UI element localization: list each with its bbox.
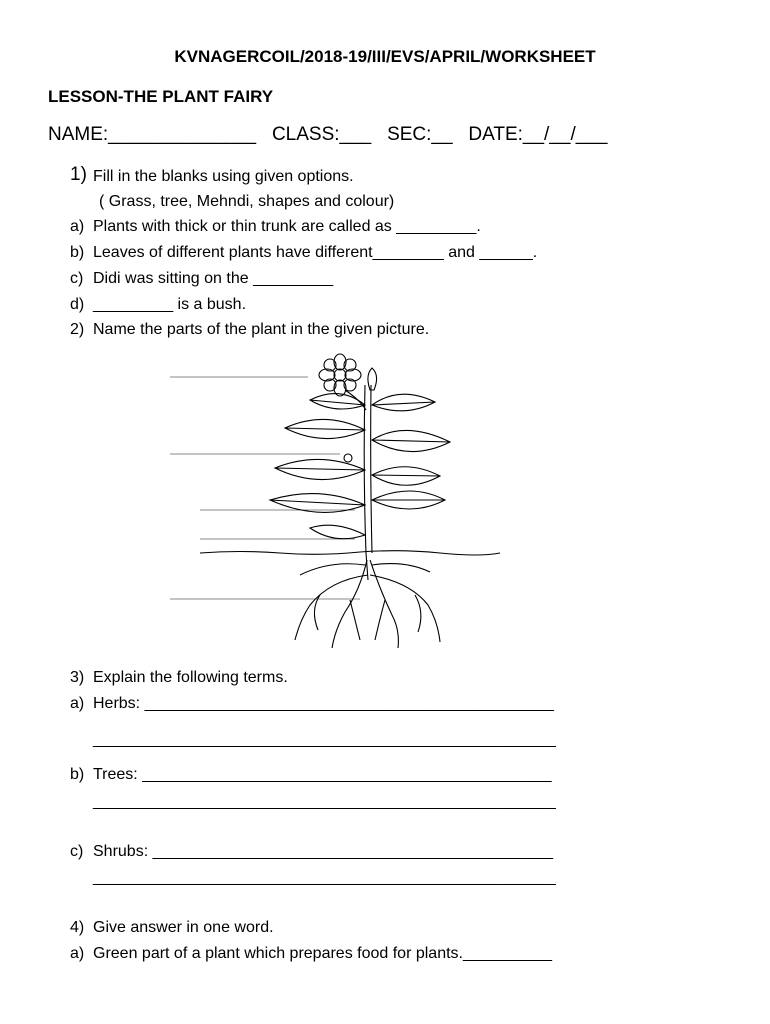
q3-text: Explain the following terms. [93,669,288,686]
q1-number: 1) [70,164,87,185]
q1b-label: b) [70,244,85,261]
small-bud [344,454,352,462]
q2-number: 2) [70,321,85,338]
worksheet-header: KVNAGERCOIL/2018-19/III/EVS/APRIL/WORKSHEET [174,47,596,66]
student-info-line: NAME:______________ CLASS:___ SEC:__ DATE:__/__/___ [48,124,608,145]
q1c-text: Didi was sitting on the _________ [93,270,334,287]
flower-bud [368,368,377,390]
q4-text: Give answer in one word. [93,919,274,936]
plant-diagram [160,350,510,650]
q2-text: Name the parts of the plant in the given picture. [93,321,430,338]
q4a-label: a) [70,945,85,962]
q1b-text: Leaves of different plants have different________ and ______. [93,244,538,261]
q3c-label: c) [70,843,84,860]
q3c-line2: ____________________________________________________ [93,869,556,886]
q1a-text: Plants with thick or thin trunk are called as _________. [93,218,481,235]
q3b-text: Trees: ______________________________________________ [93,766,552,783]
q3a-line2: ____________________________________________________ [93,731,556,748]
q1a-label: a) [70,218,85,235]
q1-text: Fill in the blanks using given options. [93,168,354,185]
q4a-text: Green part of a plant which prepares food for plants.__________ [93,945,552,962]
lesson-title: LESSON-THE PLANT FAIRY [48,87,274,106]
stem [364,385,372,580]
q1d-label: d) [70,296,85,313]
ground-line [200,551,500,555]
leaves [270,394,450,539]
q1d-text: _________ is a bush. [93,296,247,313]
q3b-line2: ____________________________________________________ [93,793,556,810]
q1-options: ( Grass, tree, Mehndi, shapes and colour) [99,193,395,210]
q3c-text: Shrubs: _____________________________________________ [93,843,554,860]
q3b-label: b) [70,766,85,783]
q3a-label: a) [70,695,85,712]
q4-number: 4) [70,919,85,936]
q3a-text: Herbs: ______________________________________________ [93,695,554,712]
q3-number: 3) [70,669,85,686]
q1c-label: c) [70,270,84,287]
